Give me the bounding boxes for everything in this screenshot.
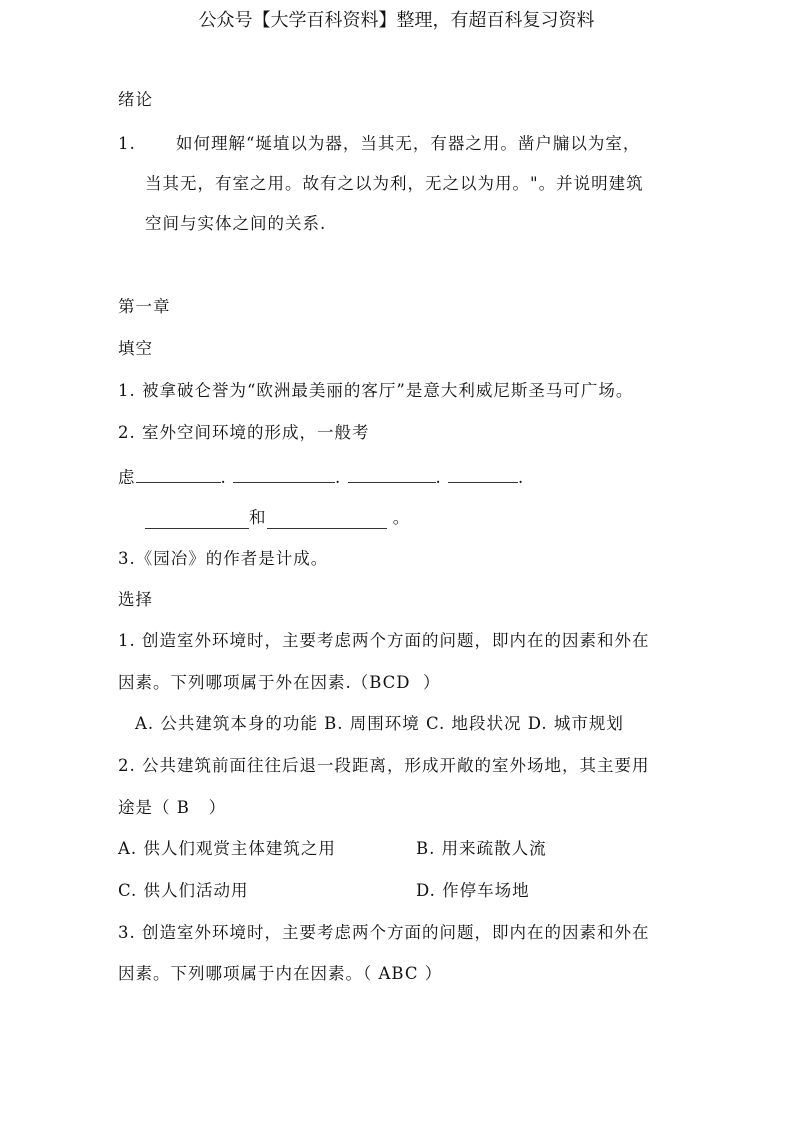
question-text: 空间与实体之间的关系.: [145, 214, 327, 233]
separator: .: [335, 468, 342, 487]
fill-blank-line: [118, 466, 524, 489]
question-text: 因素。下列哪项属于外在因素.（BCD ）: [118, 673, 441, 692]
period: 。: [392, 508, 411, 527]
question-text: 3. 创造室外环境时，主要考虑两个方面的问题，即内在的因素和外在: [118, 923, 650, 942]
question-text: 途是（ B ）: [118, 798, 227, 817]
separator: .: [435, 468, 442, 487]
blank: [233, 466, 335, 483]
option-d: D. 作停车场地: [416, 881, 530, 900]
question-text: 当其无，有室之用。故有之以为利，无之以为用。"。并说明建筑: [145, 174, 644, 193]
option-c: C. 供人们活动用: [118, 881, 249, 900]
subsection-heading: 选择: [118, 590, 153, 609]
question-text: 1. 创造室外环境时，主要考虑两个方面的问题，即内在的因素和外在: [118, 631, 650, 650]
section-heading: 绪论: [118, 90, 153, 109]
separator: .: [220, 468, 227, 487]
fill-blank-line: [145, 507, 410, 529]
question-number: 1.: [118, 134, 136, 153]
question-text: 1. 被拿破仑誉为“欧洲最美丽的客厅”是意大利威尼斯圣马可广场。: [118, 381, 634, 400]
answer-options: A. 公共建筑本身的功能 B. 周围环境 C. 地段状况 D. 城市规划: [135, 714, 624, 733]
question-text: 2. 室外空间环境的形成，一般考: [118, 423, 370, 442]
separator: .: [518, 468, 525, 487]
question-text: 3.《园冶》的作者是计成。: [118, 549, 329, 568]
blank: [348, 466, 436, 483]
question-text: 2. 公共建筑前面往往后退一段距离，形成开敞的室外场地，其主要用: [118, 756, 650, 775]
blank: [145, 512, 249, 529]
question-text: 因素。下列哪项属于内在因素。（ ABC ）: [118, 964, 443, 983]
chapter-heading: 第一章: [118, 297, 171, 316]
option-a: A. 供人们观赏主体建筑之用: [118, 839, 336, 858]
conjunction: 和: [249, 508, 267, 527]
blank-prefix: 虑: [118, 468, 136, 487]
question-text: 如何理解“埏埴以为器，当其无，有器之用。凿户牖以为室，: [176, 134, 641, 153]
page-header: 公众号【大学百科资料】整理，有超百科复习资料: [198, 10, 595, 31]
subsection-heading: 填空: [118, 339, 153, 358]
option-b: B. 用来疏散人流: [416, 839, 547, 858]
blank: [136, 466, 221, 483]
blank: [267, 512, 387, 529]
blank: [448, 466, 518, 483]
